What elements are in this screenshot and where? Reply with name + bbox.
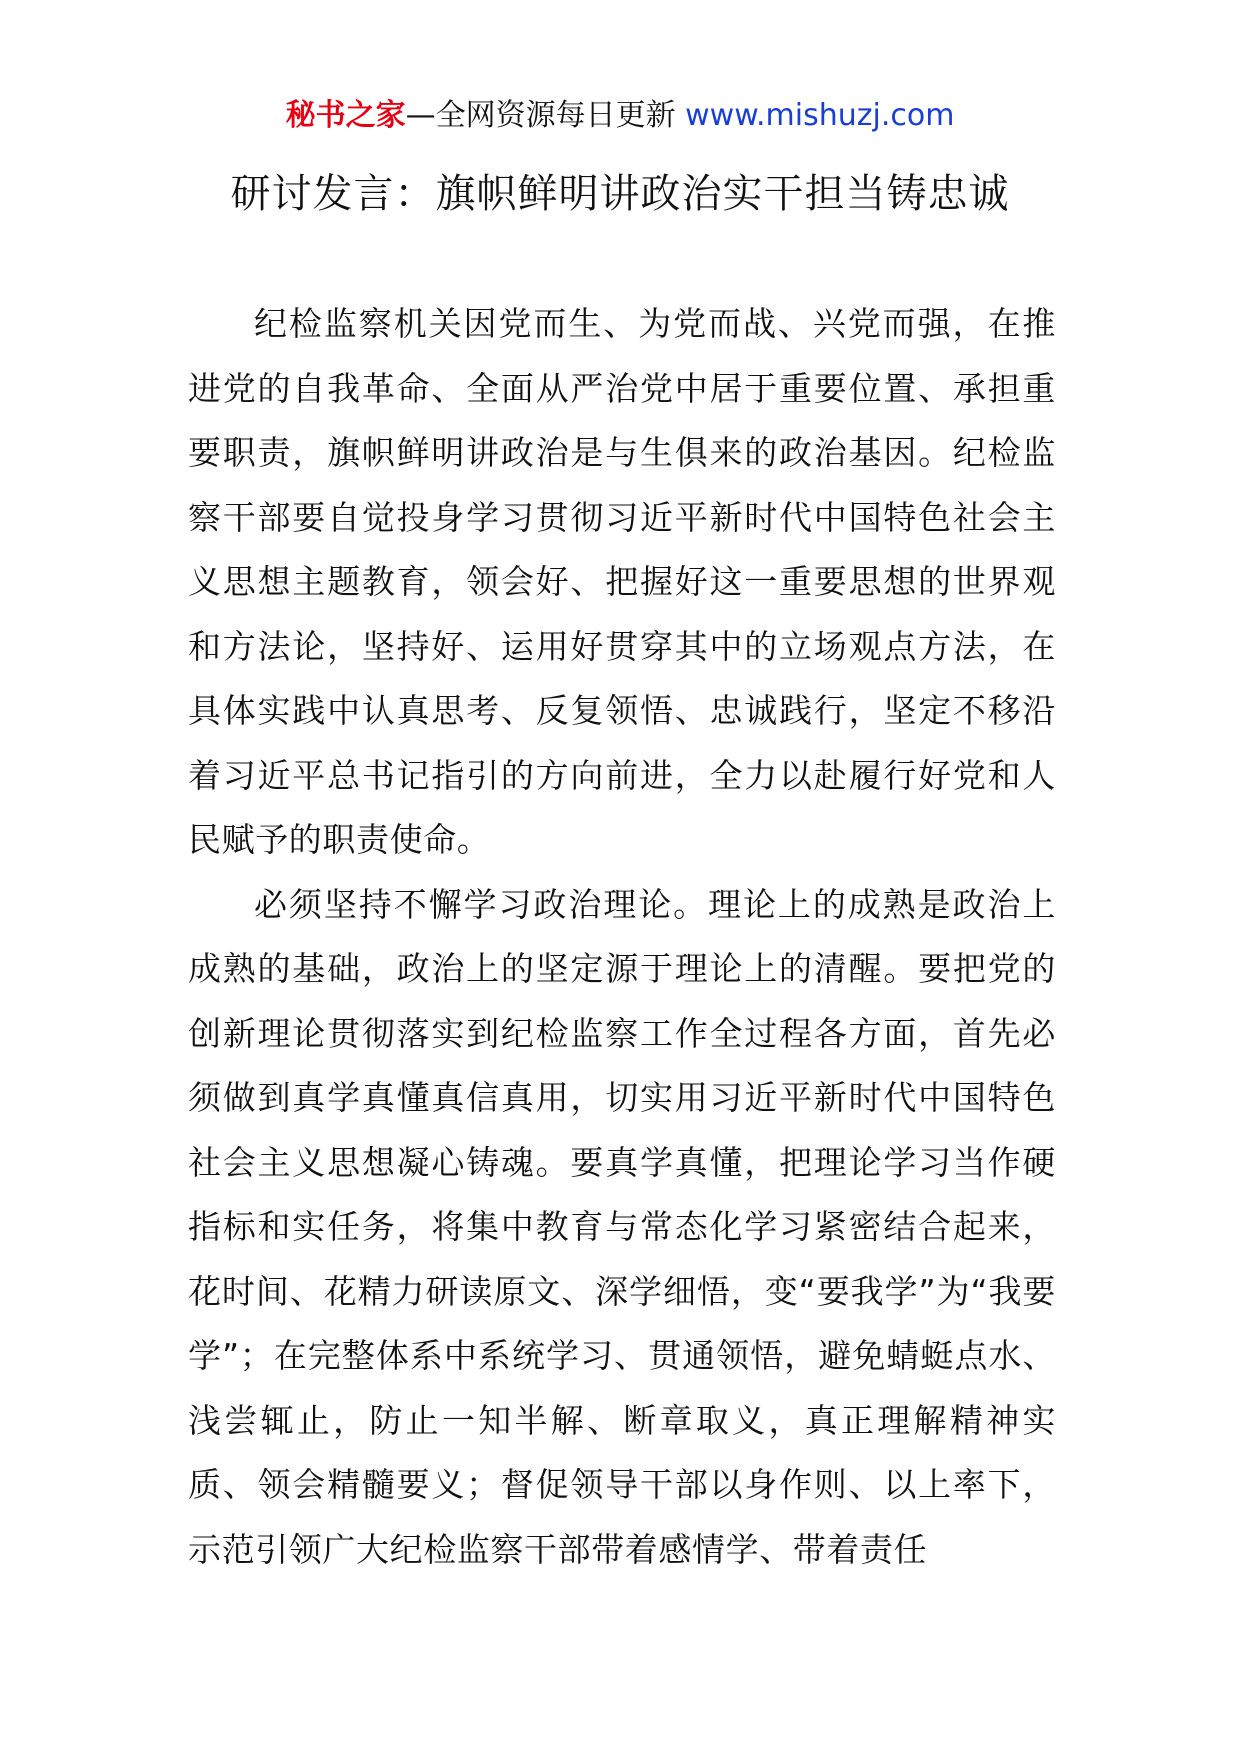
- document-body: [188, 292, 1056, 1582]
- site-header: [0, 96, 1240, 136]
- document-title: 研讨发言：旗帜鲜明讲政治实干担当铸忠诚: [230, 171, 1010, 217]
- brand-name: 秘书之家: [285, 98, 406, 133]
- paragraph-1: 纪检监察机关因党而生、为党而战、兴党而强，在推进党的自我革命、全面从严治党中居于重要位置、承担重要职责，旗帜鲜明讲政治是与生俱来的政治基因。纪检监察干部要自觉投身学习贯彻习近平新时代中国特色社会主义思想主题教育，领会好、把握好这一重要思想的世界观和方法论，坚持好、运用好贯穿其中的立场观点方法，在具体实践中认真思考、反复领悟、忠诚践行，坚定不移沿着习近平总书记指引的方向前进，全力以赴履行好党和人民赋予的职责使命。: [188, 304, 1056, 859]
- paragraph-2: 必须坚持不懈学习政治理论。理论上的成熟是政治上成熟的基础，政治上的坚定源于理论上的清醒。要把党的创新理论贯彻落实到纪检监察工作全过程各方面，首先必须做到真学真懂真信真用，切实用习近平新时代中国特色社会主义思想凝心铸魂。要真学真懂，把理论学习当作硬指标和实任务，将集中教育与常态化学习紧密结合起来，花时间、花精力研读原文、深学细悟，变“要我学”为“我要学”；在完整体系中系统学习、贯通领悟，避免蜻蜓点水、浅尝辄止，防止一知半解、断章取义，真正理解精神实质、领会精髓要义；督促领导干部以身作则、以上率下，示范引领广大纪检监察干部带着感情学、带着责任: [188, 884, 1056, 1569]
- header-tagline: —全网资源每日更新: [405, 98, 686, 133]
- site-url-link[interactable]: www.mishuzj.com: [685, 98, 955, 133]
